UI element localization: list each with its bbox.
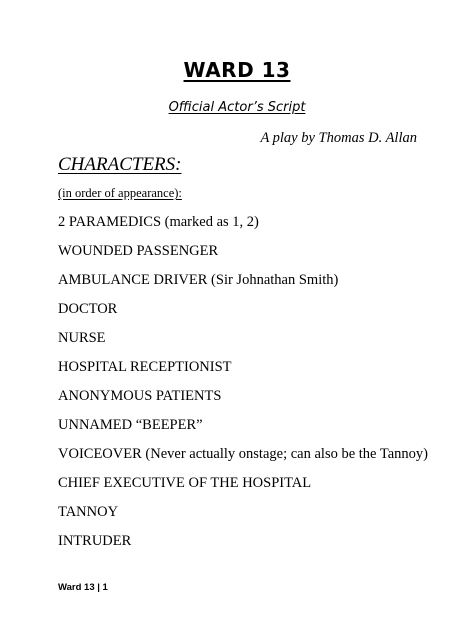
character-item: UNNAMED “BEEPER” bbox=[58, 417, 203, 433]
document-title bbox=[0, 58, 474, 82]
character-item: 2 PARAMEDICS (marked as 1, 2) bbox=[58, 214, 259, 230]
character-item: VOICEOVER (Never actually onstage; can also be the Tannoy) bbox=[58, 446, 428, 462]
order-note: (in order of appearance): bbox=[58, 186, 182, 200]
character-item: NURSE bbox=[58, 330, 106, 346]
character-item: HOSPITAL RECEPTIONIST bbox=[58, 359, 232, 375]
character-item: AMBULANCE DRIVER (Sir Johnathan Smith) bbox=[58, 272, 339, 288]
character-item: TANNOY bbox=[58, 504, 119, 520]
character-item: DOCTOR bbox=[58, 301, 118, 317]
author-byline: A play by Thomas D. Allan bbox=[260, 130, 417, 146]
document-title-text: WARD 13 bbox=[183, 58, 291, 82]
document-subtitle bbox=[0, 100, 474, 115]
character-item: WOUNDED PASSENGER bbox=[58, 243, 219, 259]
character-item: ANONYMOUS PATIENTS bbox=[58, 388, 222, 404]
character-item: CHIEF EXECUTIVE OF THE HOSPITAL bbox=[58, 475, 312, 491]
page-footer: Ward 13 | 1 bbox=[58, 582, 108, 593]
character-list bbox=[58, 212, 428, 560]
character-item: INTRUDER bbox=[58, 533, 132, 549]
characters-heading: CHARACTERS: bbox=[58, 154, 182, 175]
document-subtitle-text: Official Actor’s Script bbox=[168, 100, 306, 115]
